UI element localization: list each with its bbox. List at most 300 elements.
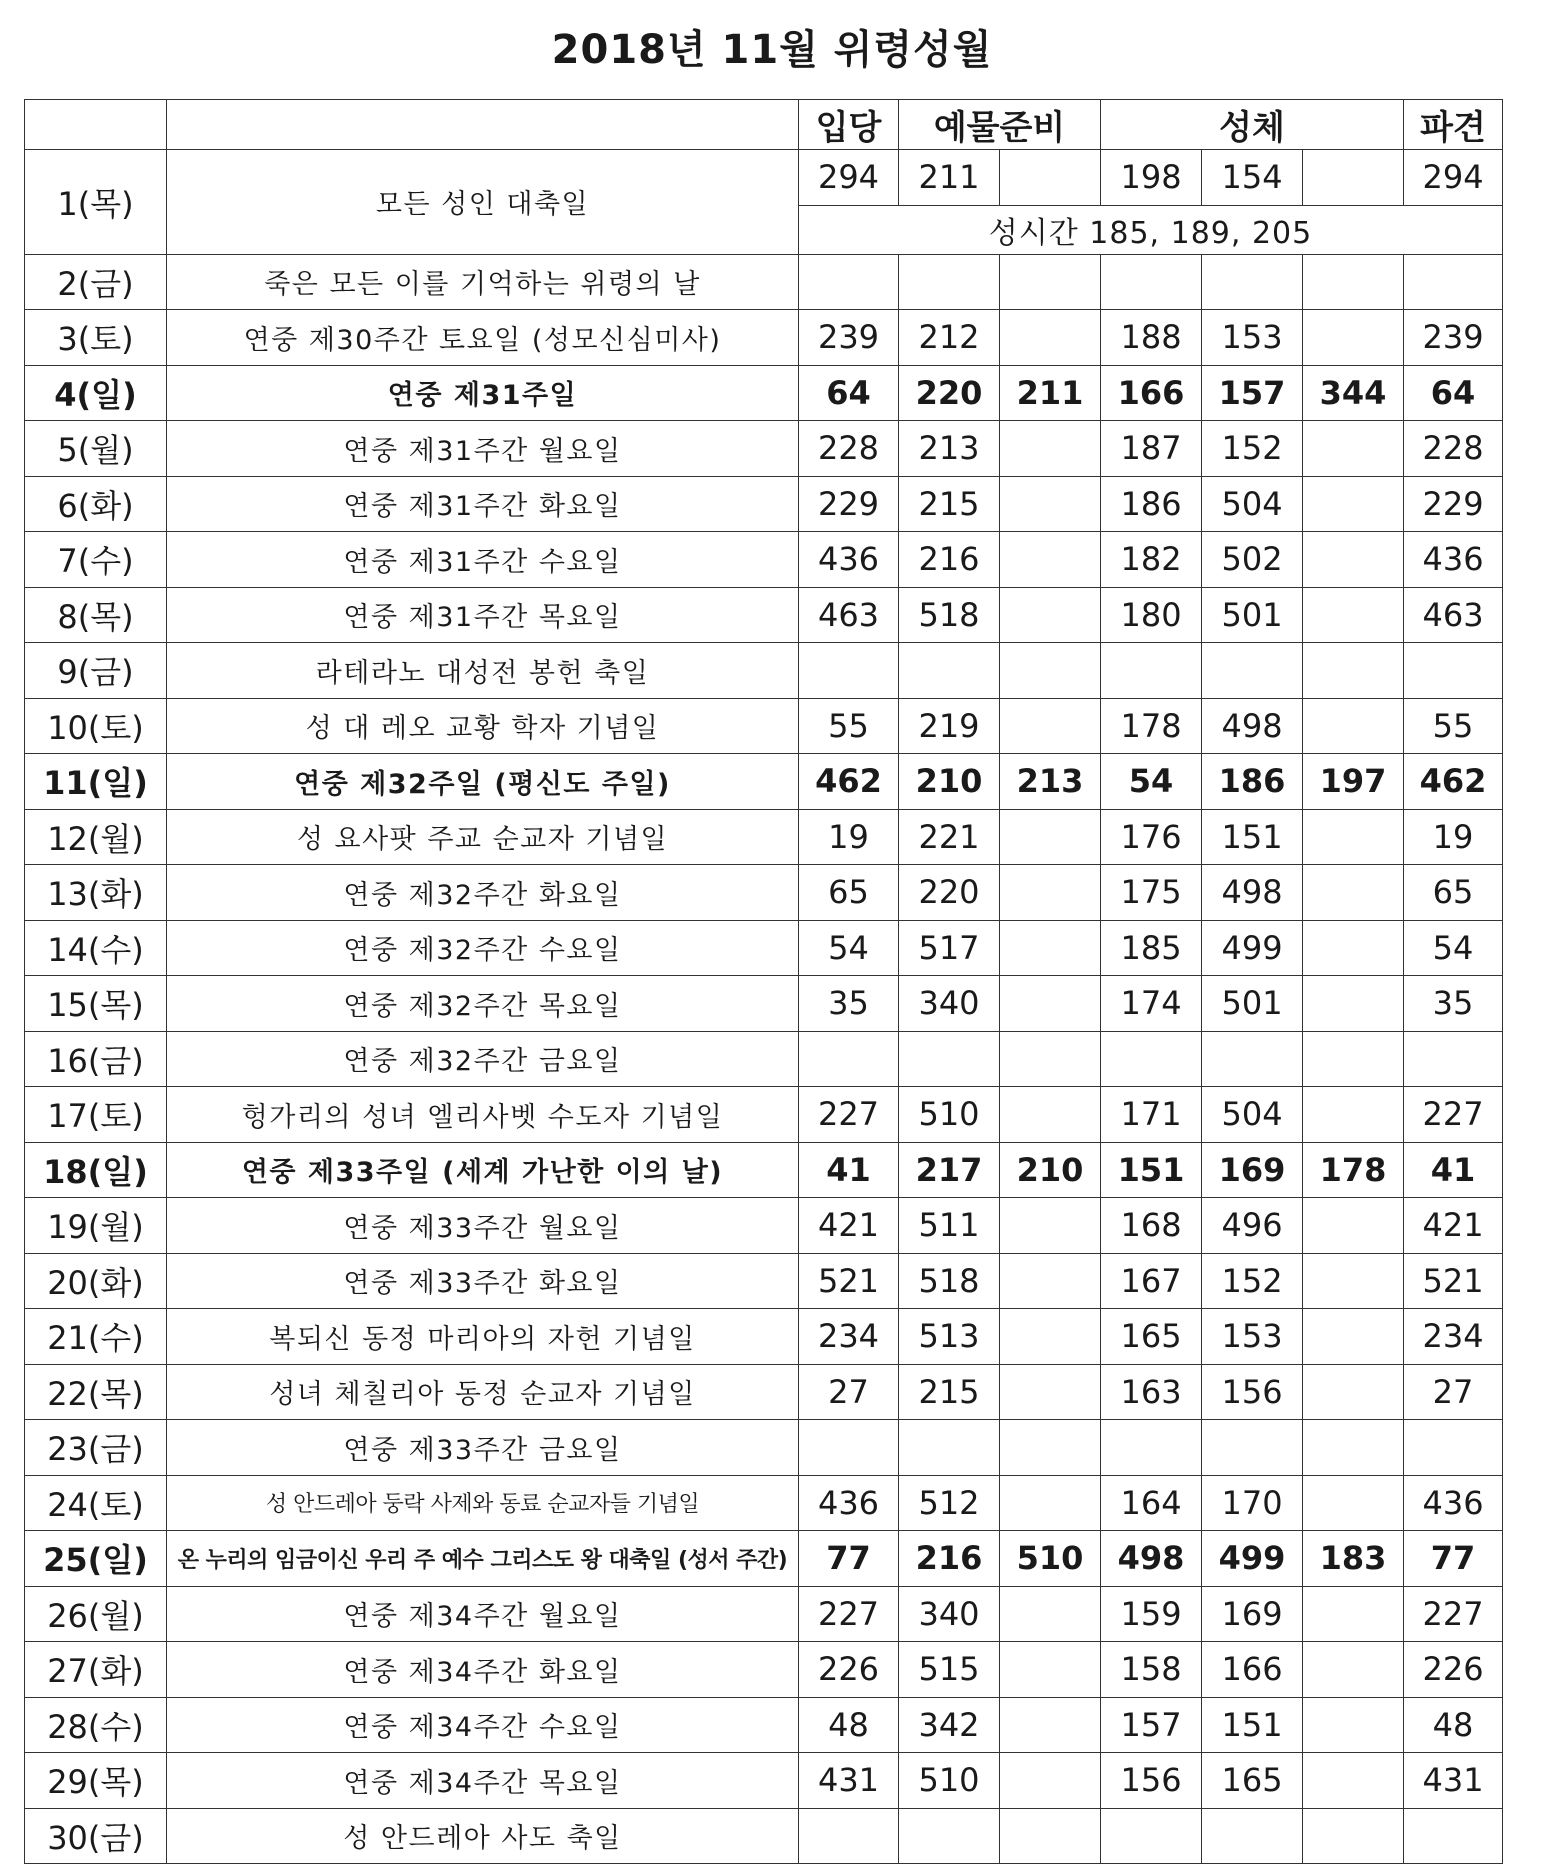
day-cell: 29(목)	[25, 1753, 167, 1809]
day-cell: 7(수)	[25, 532, 167, 588]
hymn-cell	[1000, 150, 1101, 206]
hymn-cell: 521	[799, 1253, 899, 1309]
hymn-cell	[899, 254, 1000, 310]
hymn-cell	[1303, 1087, 1404, 1143]
hymn-cell	[1303, 809, 1404, 865]
hymn-cell: 151	[1202, 1697, 1303, 1753]
hymn-cell: 227	[1404, 1586, 1503, 1642]
hymn-cell: 183	[1303, 1531, 1404, 1587]
feast-name-cell: 연중 제30주간 토요일 (성모신심미사)	[167, 310, 799, 366]
feast-name-cell: 연중 제32주일 (평신도 주일)	[167, 754, 799, 810]
table-row	[25, 1198, 1503, 1254]
feast-name-cell: 모든 성인 대축일	[167, 150, 799, 255]
hymn-cell: 174	[1101, 976, 1202, 1032]
hymn-cell: 153	[1202, 310, 1303, 366]
table-row	[25, 1420, 1503, 1476]
hymn-cell: 340	[899, 976, 1000, 1032]
table-row	[25, 587, 1503, 643]
hymn-cell	[1303, 1198, 1404, 1254]
table-row	[25, 421, 1503, 477]
day-cell: 23(금)	[25, 1420, 167, 1476]
hymn-cell: 462	[799, 754, 899, 810]
hymn-cell: 187	[1101, 421, 1202, 477]
hymn-cell	[1303, 1253, 1404, 1309]
hymn-cell	[899, 643, 1000, 699]
hymn-cell: 342	[899, 1697, 1000, 1753]
day-cell: 4(일)	[25, 365, 167, 421]
table-row	[25, 150, 1503, 206]
hymn-cell: 462	[1404, 754, 1503, 810]
hymn-cell: 228	[1404, 421, 1503, 477]
hymn-cell	[1000, 1198, 1101, 1254]
day-cell: 22(목)	[25, 1364, 167, 1420]
hymn-cell	[1303, 698, 1404, 754]
header-name-cell	[167, 100, 799, 150]
day-cell: 30(금)	[25, 1808, 167, 1864]
hymn-cell: 55	[799, 698, 899, 754]
hymn-cell: 54	[1404, 920, 1503, 976]
hymn-cell: 164	[1101, 1475, 1202, 1531]
hymn-cell	[1000, 698, 1101, 754]
hymn-cell: 27	[1404, 1364, 1503, 1420]
feast-name-cell: 연중 제32주간 화요일	[167, 865, 799, 921]
table-row	[25, 476, 1503, 532]
hymn-cell	[1000, 1697, 1101, 1753]
hymn-cell: 170	[1202, 1475, 1303, 1531]
hymn-cell	[1000, 1753, 1101, 1809]
day-cell: 21(수)	[25, 1309, 167, 1365]
table-row	[25, 1642, 1503, 1698]
day-cell: 3(토)	[25, 310, 167, 366]
hymn-cell: 421	[799, 1198, 899, 1254]
hymn-cell: 226	[799, 1642, 899, 1698]
hymn-cell: 212	[899, 310, 1000, 366]
hymn-cell	[1000, 1253, 1101, 1309]
feast-name-cell: 성 안드레아 사도 축일	[167, 1808, 799, 1864]
hymn-cell	[1101, 643, 1202, 699]
hymn-cell: 421	[1404, 1198, 1503, 1254]
hymn-cell: 501	[1202, 587, 1303, 643]
feast-name-cell: 연중 제31주일	[167, 365, 799, 421]
table-row	[25, 532, 1503, 588]
hymn-cell: 27	[799, 1364, 899, 1420]
feast-name-cell: 연중 제34주간 목요일	[167, 1753, 799, 1809]
hymn-cell: 340	[899, 1586, 1000, 1642]
hymn-cell: 234	[799, 1309, 899, 1365]
feast-name-cell: 헝가리의 성녀 엘리사벳 수도자 기념일	[167, 1087, 799, 1143]
table-row	[25, 1753, 1503, 1809]
hymn-cell: 211	[899, 150, 1000, 206]
hymn-cell: 165	[1202, 1753, 1303, 1809]
hymn-cell: 153	[1202, 1309, 1303, 1365]
hymn-cell: 344	[1303, 365, 1404, 421]
table-row	[25, 865, 1503, 921]
hymn-cell: 463	[799, 587, 899, 643]
hymn-cell: 510	[1000, 1531, 1101, 1587]
table-row	[25, 1364, 1503, 1420]
header-row	[25, 100, 1503, 150]
hymn-cell: 152	[1202, 1253, 1303, 1309]
hymn-cell	[799, 1420, 899, 1476]
feast-name-cell: 연중 제31주간 화요일	[167, 476, 799, 532]
table-row	[25, 1475, 1503, 1531]
day-cell: 20(화)	[25, 1253, 167, 1309]
hymn-cell: 239	[1404, 310, 1503, 366]
hymn-cell	[1303, 1031, 1404, 1087]
hymn-cell: 517	[899, 920, 1000, 976]
hymn-cell: 157	[1202, 365, 1303, 421]
hymn-cell: 151	[1101, 1142, 1202, 1198]
day-cell: 25(일)	[25, 1531, 167, 1587]
table-row	[25, 254, 1503, 310]
hymn-cell: 498	[1101, 1531, 1202, 1587]
hymn-cell: 498	[1202, 698, 1303, 754]
hymn-cell: 152	[1202, 421, 1303, 477]
hymn-cell: 48	[1404, 1697, 1503, 1753]
hymn-cell: 498	[1202, 865, 1303, 921]
hymn-cell: 220	[899, 365, 1000, 421]
hymn-cell: 227	[799, 1087, 899, 1143]
hymn-cell: 504	[1202, 1087, 1303, 1143]
hymn-cell	[1303, 150, 1404, 206]
table-row	[25, 643, 1503, 699]
hymn-cell	[1000, 421, 1101, 477]
hymn-cell	[1000, 310, 1101, 366]
table-row	[25, 1142, 1503, 1198]
feast-name-cell: 연중 제33주간 월요일	[167, 1198, 799, 1254]
hymn-cell	[1000, 920, 1101, 976]
day-cell: 18(일)	[25, 1142, 167, 1198]
hymn-cell: 169	[1202, 1142, 1303, 1198]
hymn-cell	[1000, 1087, 1101, 1143]
hymn-cell: 502	[1202, 532, 1303, 588]
day-cell: 24(토)	[25, 1475, 167, 1531]
table-row	[25, 1031, 1503, 1087]
feast-name-cell: 연중 제31주간 월요일	[167, 421, 799, 477]
feast-name-cell: 연중 제32주간 목요일	[167, 976, 799, 1032]
hymn-cell: 211	[1000, 365, 1101, 421]
day-cell: 17(토)	[25, 1087, 167, 1143]
hymn-cell: 221	[899, 809, 1000, 865]
hymn-cell	[1000, 1364, 1101, 1420]
hymn-cell	[1303, 865, 1404, 921]
hymn-cell	[1101, 1031, 1202, 1087]
feast-name-cell: 성 대 레오 교황 학자 기념일	[167, 698, 799, 754]
hymn-cell	[1303, 310, 1404, 366]
hymn-cell	[1202, 1808, 1303, 1864]
feast-name-cell: 연중 제31주간 목요일	[167, 587, 799, 643]
day-cell: 6(화)	[25, 476, 167, 532]
hymn-cell: 504	[1202, 476, 1303, 532]
feast-name-cell: 연중 제33주간 금요일	[167, 1420, 799, 1476]
hymn-cell	[799, 254, 899, 310]
day-cell: 10(토)	[25, 698, 167, 754]
day-cell: 16(금)	[25, 1031, 167, 1087]
hymn-cell	[1404, 254, 1503, 310]
hymn-cell: 436	[799, 532, 899, 588]
table-row	[25, 365, 1503, 421]
page-title: 2018년 11월 위령성월	[551, 27, 993, 73]
hymn-cell: 154	[1202, 150, 1303, 206]
day-cell: 5(월)	[25, 421, 167, 477]
hymn-cell: 168	[1101, 1198, 1202, 1254]
hymn-cell: 54	[799, 920, 899, 976]
hymn-cell: 198	[1101, 150, 1202, 206]
hymn-cell: 518	[899, 587, 1000, 643]
header-day-cell	[25, 100, 167, 150]
hymn-cell	[799, 643, 899, 699]
hymn-cell: 176	[1101, 809, 1202, 865]
hymn-cell	[1303, 1475, 1404, 1531]
hymn-cell: 510	[899, 1087, 1000, 1143]
day-cell: 15(목)	[25, 976, 167, 1032]
hymn-cell: 512	[899, 1475, 1000, 1531]
table-row	[25, 809, 1503, 865]
hymn-cell	[1303, 1364, 1404, 1420]
hymn-cell: 518	[899, 1253, 1000, 1309]
hymn-cell: 510	[899, 1753, 1000, 1809]
table-row	[25, 976, 1503, 1032]
day-cell: 27(화)	[25, 1642, 167, 1698]
hymn-cell	[1303, 1642, 1404, 1698]
table-row	[25, 754, 1503, 810]
hymn-cell: 182	[1101, 532, 1202, 588]
feast-name-cell: 연중 제33주간 화요일	[167, 1253, 799, 1309]
hymn-cell	[1303, 976, 1404, 1032]
hymn-cell	[1000, 1586, 1101, 1642]
hymn-cell	[1202, 254, 1303, 310]
hymn-cell: 65	[799, 865, 899, 921]
hymn-cell	[1000, 1475, 1101, 1531]
hymn-cell	[1303, 1753, 1404, 1809]
hymn-cell	[899, 1808, 1000, 1864]
hymn-cell: 515	[899, 1642, 1000, 1698]
hymn-cell: 188	[1101, 310, 1202, 366]
hymn-cell: 217	[899, 1142, 1000, 1198]
hymn-cell: 436	[799, 1475, 899, 1531]
hymn-cell	[799, 1031, 899, 1087]
day-cell: 28(수)	[25, 1697, 167, 1753]
feast-name-cell: 성 안드레아 둥락 사제와 동료 순교자들 기념일	[167, 1475, 799, 1531]
day-cell: 11(일)	[25, 754, 167, 810]
feast-name-cell: 연중 제34주간 화요일	[167, 1642, 799, 1698]
liturgy-hymn-table	[24, 99, 1503, 1864]
hymn-cell: 169	[1202, 1586, 1303, 1642]
hymn-cell	[1101, 254, 1202, 310]
hymn-cell	[1303, 1586, 1404, 1642]
hymn-cell: 431	[1404, 1753, 1503, 1809]
hymn-cell: 156	[1202, 1364, 1303, 1420]
hymn-cell: 521	[1404, 1253, 1503, 1309]
hymn-cell: 294	[1404, 150, 1503, 206]
table-row	[25, 1253, 1503, 1309]
hymn-cell: 175	[1101, 865, 1202, 921]
hymn-cell	[1303, 1420, 1404, 1476]
hymn-cell	[1000, 1642, 1101, 1698]
hymn-cell: 463	[1404, 587, 1503, 643]
hymn-cell: 436	[1404, 532, 1503, 588]
hymn-cell	[1000, 1808, 1101, 1864]
feast-name-cell: 온 누리의 임금이신 우리 주 예수 그리스도 왕 대축일 (성서 주간)	[167, 1531, 799, 1587]
hymn-cell: 19	[1404, 809, 1503, 865]
table-row	[25, 920, 1503, 976]
hymn-cell: 64	[1404, 365, 1503, 421]
hymn-cell: 213	[899, 421, 1000, 477]
table-row	[25, 698, 1503, 754]
feast-name-cell: 연중 제33주일 (세계 가난한 이의 날)	[167, 1142, 799, 1198]
hymn-cell: 186	[1202, 754, 1303, 810]
hymn-cell	[1000, 254, 1101, 310]
feast-name-cell: 연중 제31주간 수요일	[167, 532, 799, 588]
feast-name-cell: 죽은 모든 이를 기억하는 위령의 날	[167, 254, 799, 310]
hymn-cell	[1000, 476, 1101, 532]
hymn-cell	[1202, 1031, 1303, 1087]
hymn-cell: 185	[1101, 920, 1202, 976]
day-cell: 19(월)	[25, 1198, 167, 1254]
day-cell: 26(월)	[25, 1586, 167, 1642]
hymn-cell	[1000, 865, 1101, 921]
hymn-cell: 165	[1101, 1309, 1202, 1365]
hymn-cell: 178	[1101, 698, 1202, 754]
hymn-cell	[1303, 532, 1404, 588]
hymn-cell: 215	[899, 1364, 1000, 1420]
hymn-cell: 294	[799, 150, 899, 206]
hymn-cell	[1303, 254, 1404, 310]
hymn-cell	[1303, 476, 1404, 532]
hymn-cell: 210	[899, 754, 1000, 810]
day-cell: 12(월)	[25, 809, 167, 865]
table-row	[25, 1087, 1503, 1143]
hymn-cell: 226	[1404, 1642, 1503, 1698]
hymn-cell: 41	[799, 1142, 899, 1198]
hymn-cell	[1303, 1309, 1404, 1365]
hymn-cell: 215	[899, 476, 1000, 532]
hymn-cell: 41	[1404, 1142, 1503, 1198]
hymn-cell: 48	[799, 1697, 899, 1753]
feast-name-cell: 연중 제32주간 금요일	[167, 1031, 799, 1087]
header-entrance: 입당	[799, 100, 899, 150]
hymn-cell: 234	[1404, 1309, 1503, 1365]
hymn-cell: 180	[1101, 587, 1202, 643]
table-row	[25, 1309, 1503, 1365]
hymn-cell: 178	[1303, 1142, 1404, 1198]
hymn-cell: 513	[899, 1309, 1000, 1365]
hymn-cell: 171	[1101, 1087, 1202, 1143]
table-row	[25, 310, 1503, 366]
hymn-cell	[1000, 1420, 1101, 1476]
hymn-cell	[1303, 643, 1404, 699]
feast-name-cell: 연중 제34주간 월요일	[167, 1586, 799, 1642]
hymn-cell: 227	[799, 1586, 899, 1642]
hymn-cell: 77	[799, 1531, 899, 1587]
feast-name-cell: 성녀 체칠리아 동정 순교자 기념일	[167, 1364, 799, 1420]
day-cell: 9(금)	[25, 643, 167, 699]
hymn-cell	[799, 1808, 899, 1864]
hymn-cell: 54	[1101, 754, 1202, 810]
hymn-cell: 166	[1202, 1642, 1303, 1698]
hymn-cell	[1303, 920, 1404, 976]
hymn-cell: 227	[1404, 1087, 1503, 1143]
hymn-cell: 151	[1202, 809, 1303, 865]
hymn-cell	[1303, 421, 1404, 477]
holy-hour-note: 성시간 185, 189, 205	[799, 205, 1503, 254]
hymn-cell: 220	[899, 865, 1000, 921]
hymn-cell	[1404, 1420, 1503, 1476]
hymn-cell: 229	[799, 476, 899, 532]
feast-name-cell: 복되신 동정 마리아의 자헌 기념일	[167, 1309, 799, 1365]
hymn-cell	[1202, 643, 1303, 699]
hymn-cell: 55	[1404, 698, 1503, 754]
hymn-cell: 156	[1101, 1753, 1202, 1809]
hymn-cell	[1404, 1031, 1503, 1087]
hymn-cell: 65	[1404, 865, 1503, 921]
hymn-cell: 77	[1404, 1531, 1503, 1587]
header-communion: 성체	[1101, 100, 1404, 150]
hymn-cell: 158	[1101, 1642, 1202, 1698]
table-row	[25, 1531, 1503, 1587]
hymn-cell: 219	[899, 698, 1000, 754]
day-cell: 8(목)	[25, 587, 167, 643]
hymn-cell: 239	[799, 310, 899, 366]
hymn-cell	[1000, 809, 1101, 865]
day-cell: 13(화)	[25, 865, 167, 921]
hymn-cell	[1000, 976, 1101, 1032]
hymn-cell: 213	[1000, 754, 1101, 810]
hymn-cell: 35	[799, 976, 899, 1032]
table-row	[25, 1808, 1503, 1864]
hymn-cell: 19	[799, 809, 899, 865]
day-cell: 1(목)	[25, 150, 167, 255]
hymn-cell: 216	[899, 1531, 1000, 1587]
hymn-cell	[1000, 1031, 1101, 1087]
day-cell: 2(금)	[25, 254, 167, 310]
hymn-cell	[899, 1031, 1000, 1087]
hymn-cell: 35	[1404, 976, 1503, 1032]
hymn-cell: 64	[799, 365, 899, 421]
hymn-cell	[1000, 587, 1101, 643]
hymn-cell	[1404, 1808, 1503, 1864]
table-row	[25, 1697, 1503, 1753]
feast-name-cell: 연중 제32주간 수요일	[167, 920, 799, 976]
feast-name-cell: 성 요사팟 주교 순교자 기념일	[167, 809, 799, 865]
hymn-cell: 228	[799, 421, 899, 477]
hymn-cell	[1101, 1808, 1202, 1864]
day-cell: 14(수)	[25, 920, 167, 976]
header-offertory: 예물준비	[899, 100, 1101, 150]
feast-name-cell: 연중 제34주간 수요일	[167, 1697, 799, 1753]
header-dismissal: 파견	[1404, 100, 1503, 150]
hymn-cell	[1303, 1697, 1404, 1753]
hymn-cell	[1404, 643, 1503, 699]
hymn-cell: 501	[1202, 976, 1303, 1032]
hymn-cell: 167	[1101, 1253, 1202, 1309]
hymn-cell: 229	[1404, 476, 1503, 532]
hymn-cell: 511	[899, 1198, 1000, 1254]
hymn-cell: 210	[1000, 1142, 1101, 1198]
hymn-cell	[1101, 1420, 1202, 1476]
hymn-cell: 499	[1202, 1531, 1303, 1587]
hymn-cell: 216	[899, 532, 1000, 588]
hymn-cell: 157	[1101, 1697, 1202, 1753]
hymn-cell	[1000, 532, 1101, 588]
table-row	[25, 1586, 1503, 1642]
hymn-cell: 499	[1202, 920, 1303, 976]
hymn-cell: 159	[1101, 1586, 1202, 1642]
hymn-cell	[899, 1420, 1000, 1476]
hymn-cell	[1000, 643, 1101, 699]
hymn-cell: 496	[1202, 1198, 1303, 1254]
hymn-cell	[1202, 1420, 1303, 1476]
